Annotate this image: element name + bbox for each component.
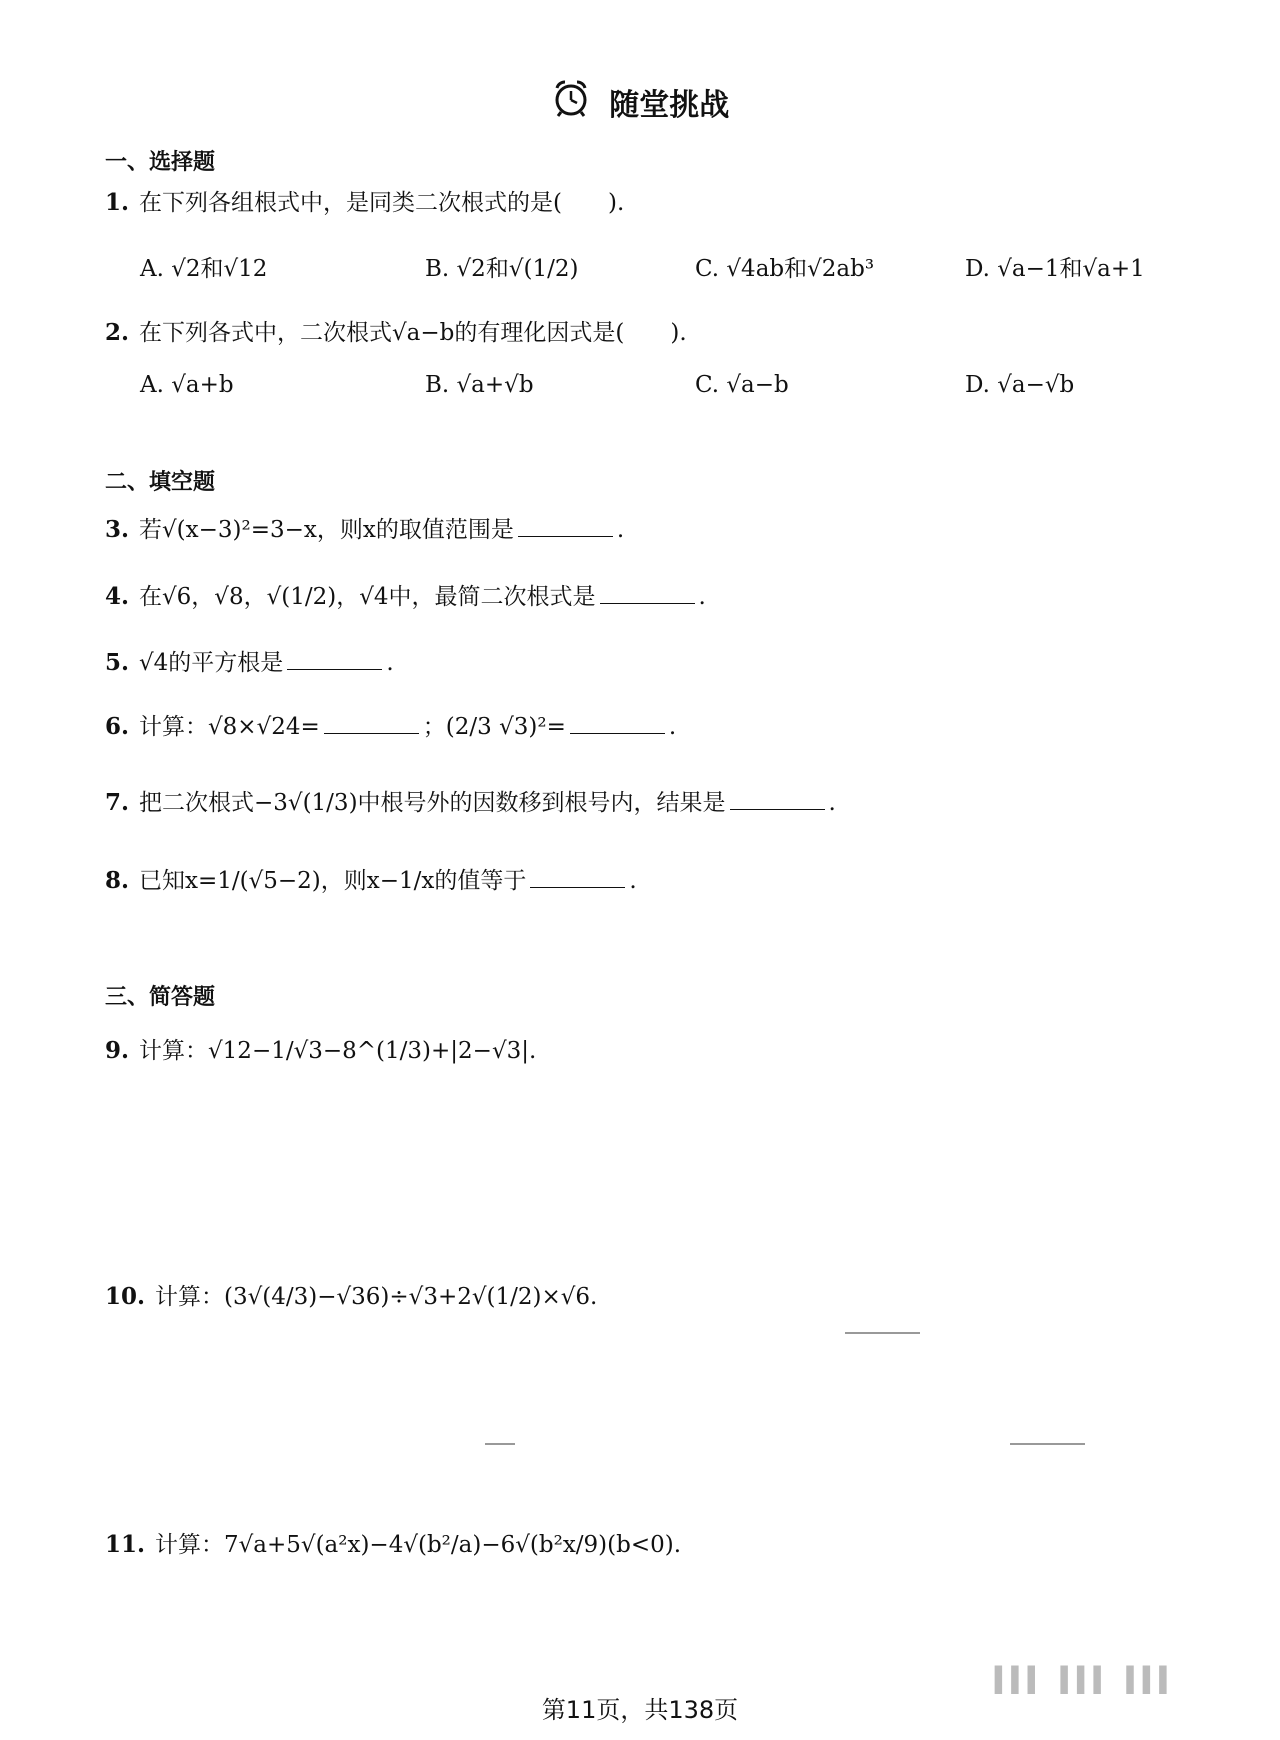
period: . bbox=[668, 714, 677, 740]
period: . bbox=[629, 868, 637, 894]
scan-artifact-bars: ▌▌▌ ▌▌▌ ▌▌▌ bbox=[995, 1666, 1176, 1694]
answer-blank[interactable] bbox=[324, 732, 419, 734]
question-number: 5. bbox=[105, 649, 130, 676]
question-6 bbox=[105, 712, 676, 743]
option-c: C. √4ab和√2ab³ bbox=[695, 256, 875, 282]
question-number: 7. bbox=[105, 789, 130, 816]
question-3 bbox=[105, 515, 624, 546]
option-d: D. √a−√b bbox=[965, 372, 1075, 398]
question-text: 在下列各式中，二次根式√a−b的有理化因式是( ). bbox=[139, 320, 687, 346]
question-text: √4的平方根是 bbox=[139, 650, 284, 676]
section-heading-short-answer: 三、简答题 bbox=[105, 985, 216, 1010]
question-text: 若√(x−3)²=3−x，则x的取值范围是 bbox=[139, 517, 514, 543]
question-text-part-2: ；(2/3 √3)²= bbox=[422, 714, 566, 740]
section-heading-fill: 二、填空题 bbox=[105, 470, 216, 495]
question-text: 计算：√12−1/√3−8^(1/3)+|2−√3|. bbox=[139, 1038, 537, 1064]
question-number: 11. bbox=[105, 1531, 146, 1558]
period: . bbox=[386, 650, 394, 676]
option-a: A. √a+b bbox=[140, 372, 234, 398]
question-text: 在下列各组根式中，是同类二次根式的是( ). bbox=[139, 190, 625, 216]
question-text: 计算：7√a+5√(a²x)−4√(b²/a)−6√(b²x/9)(b<0). bbox=[155, 1532, 682, 1558]
question-number: 6. bbox=[105, 713, 130, 740]
period: . bbox=[828, 790, 836, 816]
question-8 bbox=[105, 866, 637, 897]
question-text: 已知x=1/(√5−2)，则x−1/x的值等于 bbox=[139, 868, 527, 894]
question-number: 10. bbox=[105, 1283, 146, 1310]
answer-blank[interactable] bbox=[287, 668, 382, 670]
question-2 bbox=[105, 318, 687, 349]
scan-mark bbox=[1010, 1443, 1085, 1445]
worksheet-header bbox=[0, 78, 1280, 126]
scan-mark bbox=[845, 1332, 920, 1334]
answer-blank[interactable] bbox=[518, 535, 613, 537]
scan-mark bbox=[485, 1443, 515, 1445]
question-text: 把二次根式−3√(1/3)中根号外的因数移到根号内，结果是 bbox=[139, 790, 726, 816]
option-b: B. √2和√(1/2) bbox=[425, 256, 579, 282]
question-number: 9. bbox=[105, 1037, 130, 1064]
option-d: D. √a−1和√a+1 bbox=[965, 256, 1145, 282]
answer-blank[interactable] bbox=[570, 732, 665, 734]
period: . bbox=[698, 584, 706, 610]
question-text: 计算：√8×√24= bbox=[139, 714, 320, 740]
question-text: 在√6，√8，√(1/2)，√4中，最简二次根式是 bbox=[139, 584, 596, 610]
question-number: 3. bbox=[105, 516, 130, 543]
question-number: 1. bbox=[105, 189, 130, 216]
question-text: 计算：(3√(4/3)−√36)÷√3+2√(1/2)×√6. bbox=[155, 1284, 598, 1310]
question-11 bbox=[105, 1530, 681, 1561]
answer-blank[interactable] bbox=[600, 602, 695, 604]
question-4 bbox=[105, 582, 706, 613]
option-a: A. √2和√12 bbox=[140, 256, 268, 282]
option-b: B. √a+√b bbox=[425, 372, 534, 398]
question-5 bbox=[105, 648, 394, 679]
period: . bbox=[616, 517, 625, 543]
answer-blank[interactable] bbox=[730, 808, 825, 810]
question-number: 8. bbox=[105, 867, 130, 894]
question-7 bbox=[105, 788, 836, 819]
option-c: C. √a−b bbox=[695, 372, 789, 398]
page-title: 随堂挑战 bbox=[609, 88, 730, 123]
section-heading-choice: 一、选择题 bbox=[105, 150, 216, 175]
question-9 bbox=[105, 1036, 536, 1067]
page-footer: 第11页，共138页 bbox=[541, 1696, 739, 1724]
question-10 bbox=[105, 1282, 597, 1313]
answer-blank[interactable] bbox=[530, 886, 625, 888]
question-number: 4. bbox=[105, 583, 130, 610]
question-1 bbox=[105, 188, 624, 219]
question-number: 2. bbox=[105, 319, 130, 346]
alarm-clock-icon bbox=[551, 78, 591, 126]
